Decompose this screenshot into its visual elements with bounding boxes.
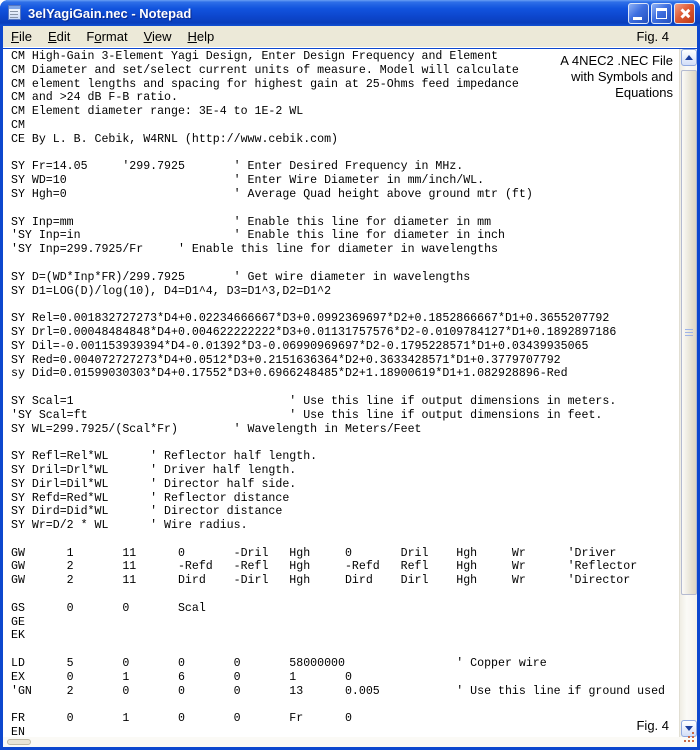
maximize-button[interactable] <box>651 3 672 24</box>
scroll-down-button[interactable] <box>681 720 697 737</box>
code-line: CM and >24 dB F-B ratio. <box>11 91 178 105</box>
code-line: 'SY Inp=299.7925/Fr ' Enable this line for diameter in wavelengths <box>11 243 499 257</box>
vertical-scrollbar-thumb[interactable] <box>681 70 697 595</box>
close-button[interactable] <box>674 3 695 24</box>
close-icon <box>675 4 694 23</box>
menu-help[interactable]: Help <box>187 29 215 44</box>
code-line: 'SY Scal=ft ' Use this line if output dimensions in feet. <box>11 408 603 422</box>
code-line <box>11 643 665 657</box>
menu-bar <box>3 26 697 48</box>
code-line: SY Red=0.004072727273*D4+0.0512*D3+0.2151636364*D2+0.3633428571*D1+0.3779707792 <box>11 353 561 367</box>
code-line: CE By L. B. Cebik, W4RNL (http://www.cebik.com) <box>11 132 338 146</box>
code-line: SY Fr=14.05 '299.7925 ' Enter Desired Frequency in MHz. <box>11 160 464 174</box>
code-line <box>11 588 665 602</box>
window-controls <box>628 3 695 24</box>
code-line <box>11 381 665 395</box>
code-line: GW 1 11 0 -Dril Hgh 0 Dril Hgh Wr 'Driver <box>11 546 617 560</box>
code-text <box>11 50 665 737</box>
code-line: SY WL=299.7925/(Scal*Fr) ' Wavelength in Meters/Feet <box>11 422 422 436</box>
code-line: SY Drl=0.00048484848*D4+0.004622222222*D3+0.01131757576*D2-0.0109784127*D1+0.1892897186 <box>11 325 617 339</box>
menu-format[interactable]: Format <box>86 29 128 44</box>
menu-edit[interactable]: Edit <box>47 29 71 44</box>
code-line: EN <box>11 726 25 737</box>
annotation <box>560 53 673 101</box>
chevron-down-icon <box>685 726 693 731</box>
menu-file[interactable]: File <box>11 29 32 44</box>
text-editor[interactable] <box>3 49 679 737</box>
code-line <box>11 202 665 216</box>
code-line: SY Dirl=Dil*WL ' Director half side. <box>11 477 297 491</box>
title-bar[interactable] <box>0 0 700 26</box>
scroll-up-button[interactable] <box>681 49 697 66</box>
code-line: FR 0 1 0 0 Fr 0 <box>11 712 352 726</box>
code-line: 'GN 2 0 0 0 13 0.005 ' Use this line if ground used <box>11 684 665 698</box>
code-line <box>11 257 665 271</box>
annotation-line: with Symbols and <box>571 69 673 84</box>
code-line: sy Did=0.01599030303*D4+0.17552*D3+0.6966248485*D2+1.18900619*D1+1.082928896-Red <box>11 367 568 381</box>
code-line: SY D1=LOG(D)/log(10), D4=D1^4, D3=D1^3,D2=D1^2 <box>11 284 332 298</box>
vertical-scrollbar[interactable] <box>679 49 697 737</box>
code-line <box>11 436 665 450</box>
code-line <box>11 147 665 161</box>
code-line: GS 0 0 Scal <box>11 601 206 615</box>
chevron-up-icon <box>685 55 693 60</box>
code-line: SY Dird=Did*WL ' Director distance <box>11 505 283 519</box>
code-line: 'SY Inp=in ' Enable this line for diameter in inch <box>11 229 505 243</box>
window-body <box>3 49 697 737</box>
code-line <box>11 533 665 547</box>
code-line: SY Refd=Red*WL ' Reflector distance <box>11 491 290 505</box>
minimize-button[interactable] <box>628 3 649 24</box>
code-line: SY Scal=1 ' Use this line if output dimensions in meters. <box>11 394 617 408</box>
menu-view[interactable]: View <box>143 29 172 44</box>
annotation-line: Equations <box>615 85 673 100</box>
horizontal-scrollbar-thumb[interactable] <box>7 739 31 745</box>
code-line: SY D=(WD*Inp*FR)/299.7925 ' Get wire diameter in wavelengths <box>11 270 471 284</box>
horizontal-scrollbar[interactable] <box>3 737 697 747</box>
code-line: SY WD=10 ' Enter Wire Diameter in mm/inch/WL. <box>11 174 485 188</box>
code-line: GW 2 11 Dird -Dirl Hgh Dird Dirl Hgh Wr 'Director <box>11 574 631 588</box>
code-line: SY Inp=mm ' Enable this line for diameter in mm <box>11 215 492 229</box>
code-line: CM <box>11 118 25 132</box>
minimize-icon <box>633 17 642 20</box>
code-line <box>11 298 665 312</box>
resize-grip[interactable] <box>692 740 694 742</box>
annotation-line: A 4NEC2 .NEC File <box>560 53 673 68</box>
figure-label-bottom: Fig. 4 <box>636 718 669 733</box>
code-line: GE <box>11 615 25 629</box>
scrollbar-grip-icon <box>685 329 693 337</box>
figure-label-top: Fig. 4 <box>636 29 669 44</box>
code-line: CM Element diameter range: 3E-4 to 1E-2 WL <box>11 105 304 119</box>
code-line: SY Rel=0.001832727273*D4+0.02234666667*D3+0.0992369697*D2+0.1852866667*D1+0.3655207792 <box>11 312 610 326</box>
code-line: EX 0 1 6 0 1 0 <box>11 670 352 684</box>
code-line <box>11 698 665 712</box>
code-line: CM Diameter and set/select current units of measure. Model will calculate <box>11 63 519 77</box>
code-line: GW 2 11 -Refd -Refl Hgh -Refd Refl Hgh Wr 'Reflector <box>11 560 638 574</box>
code-line: LD 5 0 0 0 58000000 ' Copper wire <box>11 657 547 671</box>
maximize-icon <box>656 8 667 19</box>
code-line: SY Hgh=0 ' Average Quad height above ground mtr (ft) <box>11 187 533 201</box>
code-line: CM High-Gain 3-Element Yagi Design, Enter Design Frequency and Element <box>11 50 499 63</box>
window-title: 3elYagiGain.nec - Notepad <box>28 5 192 21</box>
code-line: SY Dil=-0.001153939394*D4-0.01392*D3-0.06990969697*D2-0.1795228571*D1+0.03439935065 <box>11 339 589 353</box>
code-line: EK <box>11 629 25 643</box>
code-line: SY Wr=D/2 * WL ' Wire radius. <box>11 519 248 533</box>
notepad-icon <box>7 5 23 21</box>
code-line: CM element lengths and spacing for highest gain at 25-Ohms feed impedance <box>11 77 519 91</box>
code-line: SY Dril=Drl*WL ' Driver half length. <box>11 463 297 477</box>
code-line: SY Refl=Rel*WL ' Reflector half length. <box>11 450 318 464</box>
